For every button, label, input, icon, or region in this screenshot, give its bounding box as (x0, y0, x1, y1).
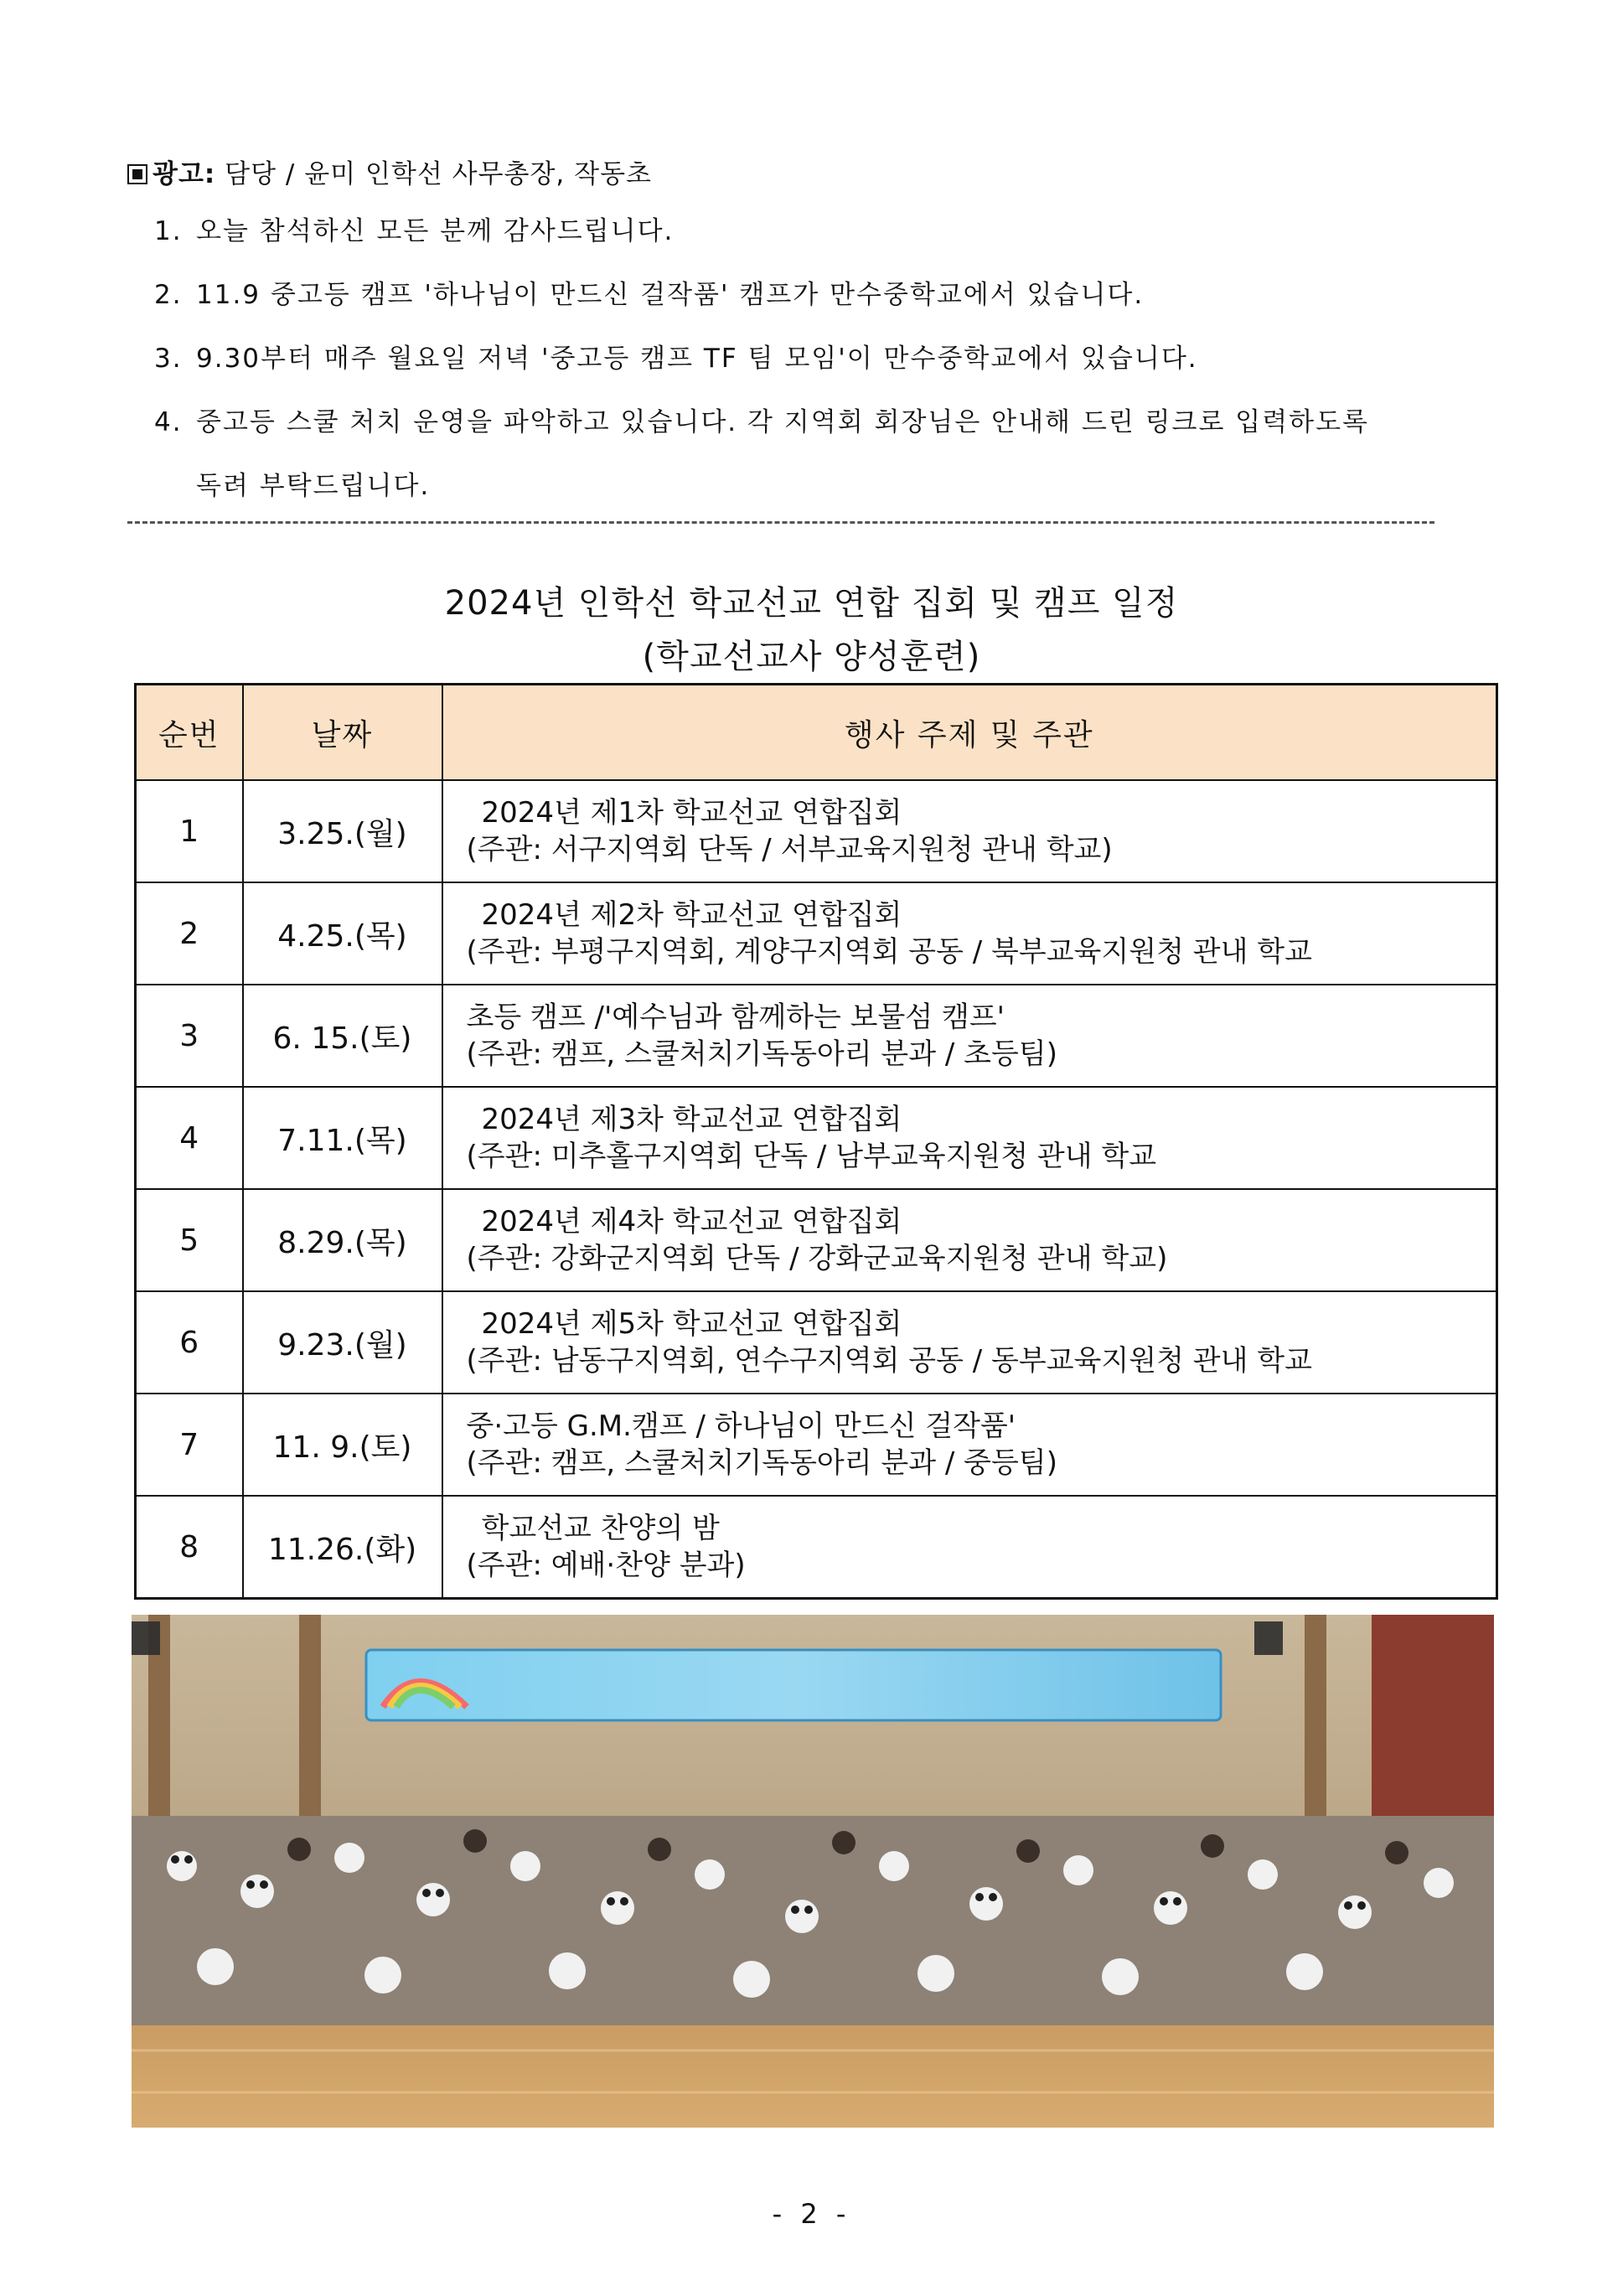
row-number: 3 (136, 985, 243, 1087)
row-date: 7.11.(목) (243, 1087, 442, 1189)
row-number: 2 (136, 882, 243, 985)
announcement-item (127, 327, 1468, 390)
row-date: 11. 9.(토) (243, 1394, 442, 1496)
event-host: (주관: 강화군지역회 단독 / 강화군교육지원청 관내 학교) (466, 1242, 1168, 1275)
row-event-cell (442, 1291, 1497, 1394)
item-text: 9.30부터 매주 월요일 저녁 '중고등 캠프 TF 팀 모임'이 만수중학교에서 있습니다. (196, 344, 1198, 374)
row-date: 3.25.(월) (243, 780, 442, 882)
table-row (136, 1291, 1497, 1394)
event-host: (주관: 부평구지역회, 계양구지역회 공동 / 북부교육지원청 관내 학교 (466, 935, 1312, 969)
row-event-cell (442, 985, 1497, 1087)
table-row (136, 985, 1497, 1087)
schedule-title: 2024년 인학선 학교선교 연합 집회 및 캠프 일정 (444, 584, 1179, 623)
announcement-item (127, 263, 1468, 327)
row-date: 6. 15.(토) (243, 985, 442, 1087)
event-title: 2024년 제4차 학교선교 연합집회 (481, 1205, 902, 1238)
row-number: 4 (136, 1087, 243, 1189)
header-no: 순번 (136, 685, 243, 781)
dashed-divider (127, 521, 1434, 524)
event-host: (주관: 예배·찬양 분과) (466, 1549, 746, 1582)
announcement-list (127, 199, 1468, 518)
announcement-manager: 담당 / 윤미 인학선 사무총장, 작동초 (215, 159, 652, 189)
page-number: - 2 - (772, 2198, 851, 2230)
item-text: 11.9 중고등 캠프 '하나님이 만드신 걸작품' 캠프가 만수중학교에서 있습니다. (196, 280, 1145, 310)
schedule-subtitle: (학교선교사 양성훈련) (642, 638, 981, 676)
announcement-title: 광고: (152, 159, 216, 189)
item-text: 중고등 스쿨 처치 운영을 파악하고 있습니다. 각 지역회 회장님은 안내해 드린 링크로 입력하도록 (196, 407, 1369, 437)
item-text-continued: 독려 부탁드립니다. (196, 471, 431, 501)
row-date: 4.25.(목) (243, 882, 442, 985)
crowd-of-participants (132, 1816, 1494, 2025)
row-event-cell (442, 1087, 1497, 1189)
row-date: 9.23.(월) (243, 1291, 442, 1394)
event-title: 2024년 제2차 학교선교 연합집회 (481, 898, 902, 932)
announcement-item (127, 390, 1468, 518)
item-number: 4. (154, 407, 183, 437)
schedule-table (134, 683, 1498, 1600)
row-number: 1 (136, 780, 243, 882)
table-row (136, 882, 1497, 985)
announcement-item (127, 199, 1468, 263)
table-row (136, 1496, 1497, 1599)
event-title: 초등 캠프 /'예수님과 함께하는 보물섬 캠프' (466, 1001, 1005, 1034)
row-number: 7 (136, 1394, 243, 1496)
event-title: 2024년 제1차 학교선교 연합집회 (481, 796, 902, 830)
row-date: 11.26.(화) (243, 1496, 442, 1599)
event-host: (주관: 미추홀구지역회 단독 / 남부교육지원청 관내 학교 (466, 1140, 1157, 1173)
table-row (136, 780, 1497, 882)
row-event-cell (442, 882, 1497, 985)
event-host: (주관: 캠프, 스쿨처치기독동아리 분과 / 중등팀) (466, 1446, 1057, 1480)
row-number: 8 (136, 1496, 243, 1599)
table-row (136, 1394, 1497, 1496)
row-event-cell (442, 780, 1497, 882)
row-event-cell (442, 1496, 1497, 1599)
row-date: 8.29.(목) (243, 1189, 442, 1291)
item-number: 1. (154, 216, 183, 246)
table-row (136, 1189, 1497, 1291)
event-title: 중·고등 G.M.캠프 / 하나님이 만드신 걸작품' (466, 1409, 1016, 1443)
table-row (136, 1087, 1497, 1189)
row-event-cell (442, 1189, 1497, 1291)
event-title: 2024년 제5차 학교선교 연합집회 (481, 1307, 902, 1341)
announcement-heading (127, 149, 1468, 199)
camp-group-photo (132, 1615, 1494, 2128)
event-title: 2024년 제3차 학교선교 연합집회 (481, 1103, 902, 1136)
row-event-cell (442, 1394, 1497, 1496)
checkbox-square-icon (127, 164, 147, 184)
item-text: 오늘 참석하신 모든 분께 감사드립니다. (196, 216, 675, 246)
group-photo-illustration (132, 1615, 1494, 2128)
event-title: 학교선교 찬양의 밤 (481, 1512, 720, 1545)
row-number: 6 (136, 1291, 243, 1394)
item-number: 3. (154, 344, 183, 374)
table-header-row (136, 685, 1497, 781)
event-host: (주관: 서구지역회 단독 / 서부교육지원청 관내 학교) (466, 833, 1113, 866)
header-event: 행사 주제 및 주관 (442, 685, 1497, 781)
event-host: (주관: 캠프, 스쿨처치기독동아리 분과 / 초등팀) (466, 1037, 1057, 1071)
announcement-section (127, 149, 1468, 518)
header-date: 날짜 (243, 685, 442, 781)
item-number: 2. (154, 280, 183, 310)
event-host: (주관: 남동구지역회, 연수구지역회 공동 / 동부교육지원청 관내 학교 (466, 1344, 1312, 1378)
row-number: 5 (136, 1189, 243, 1291)
